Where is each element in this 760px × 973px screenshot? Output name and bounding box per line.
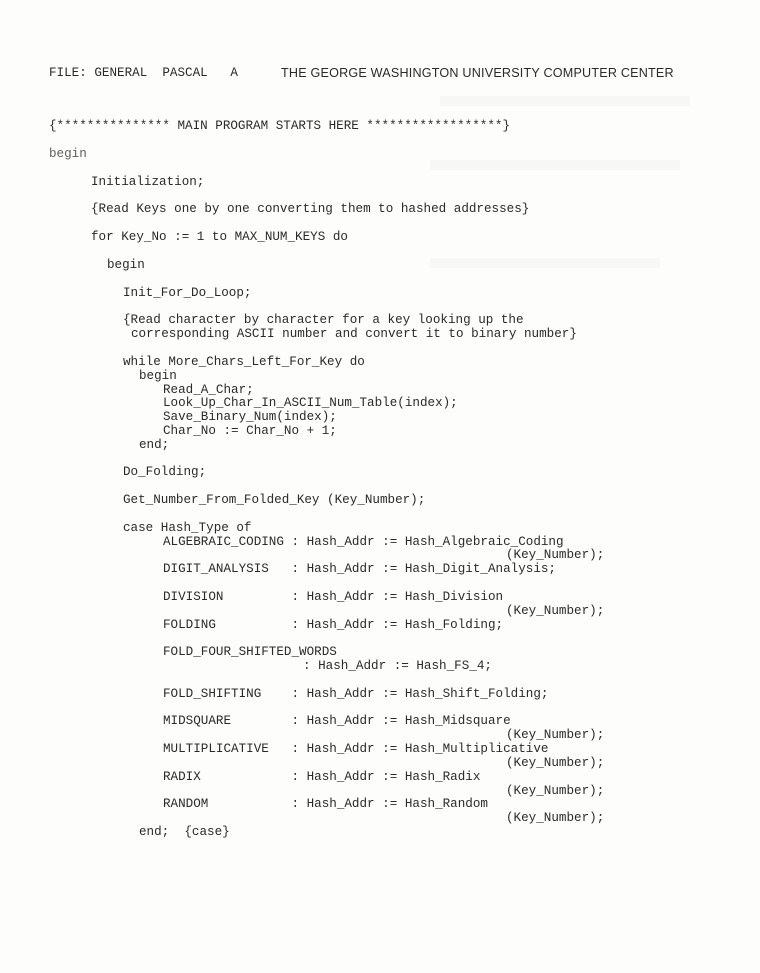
case-item-random-cont: (Key_Number); xyxy=(506,811,605,825)
code-end-case: end; {case} xyxy=(139,825,230,839)
code-save-binary: Save_Binary_Num(index); xyxy=(163,410,337,424)
code-do-folding: Do_Folding; xyxy=(123,465,207,479)
case-item-algebraic-coding-cont: (Key_Number); xyxy=(506,548,605,562)
file-header: FILE: GENERAL PASCAL A xyxy=(49,66,238,80)
code-read-char: Read_A_Char; xyxy=(163,383,254,397)
institution-header: THE GEORGE WASHINGTON UNIVERSITY COMPUTER CENTER xyxy=(281,66,674,80)
code-begin-while: begin xyxy=(139,369,177,383)
case-item-midsquare: MIDSQUARE : Hash_Addr := Hash_Midsquare xyxy=(163,714,511,728)
code-initialization: Initialization; xyxy=(91,175,205,189)
bleed-through-mark xyxy=(440,96,690,106)
code-begin-for: begin xyxy=(107,258,145,272)
case-item-digit-analysis: DIGIT_ANALYSIS : Hash_Addr := Hash_Digit_Analysis; xyxy=(163,562,556,576)
code-case-statement: case Hash_Type of xyxy=(123,521,252,535)
case-item-folding: FOLDING : Hash_Addr := Hash_Folding; xyxy=(163,618,504,632)
case-item-fold-four-shifted-words: FOLD_FOUR_SHIFTED_WORDS xyxy=(163,645,337,659)
case-item-radix-cont: (Key_Number); xyxy=(506,784,605,798)
code-get-number: Get_Number_From_Folded_Key (Key_Number); xyxy=(123,493,426,507)
code-read-comment-line-2: corresponding ASCII number and convert it to binary number} xyxy=(131,327,577,341)
code-char-no: Char_No := Char_No + 1; xyxy=(163,424,337,438)
bleed-through-mark xyxy=(430,258,660,268)
code-init-loop: Init_For_Do_Loop; xyxy=(123,286,252,300)
case-item-multiplicative-cont: (Key_Number); xyxy=(506,756,605,770)
case-item-midsquare-cont: (Key_Number); xyxy=(506,728,605,742)
code-read-comment-line-1: {Read character by character for a key looking up the xyxy=(123,313,524,327)
code-end-while: end; xyxy=(139,438,170,452)
code-while-loop: while More_Chars_Left_For_Key do xyxy=(123,355,365,369)
code-read-keys-comment: {Read Keys one by one converting them to hashed addresses} xyxy=(91,202,530,216)
case-item-fold-shifting: FOLD_SHIFTING : Hash_Addr := Hash_Shift_Folding; xyxy=(163,687,549,701)
case-item-random: RANDOM : Hash_Addr := Hash_Random xyxy=(163,797,488,811)
code-for-loop: for Key_No := 1 to MAX_NUM_KEYS do xyxy=(91,230,348,244)
code-lookup-char: Look_Up_Char_In_ASCII_Num_Table(index); xyxy=(163,396,458,410)
case-item-division-cont: (Key_Number); xyxy=(506,604,605,618)
code-begin-main: begin xyxy=(49,147,87,161)
case-item-division: DIVISION : Hash_Addr := Hash_Division xyxy=(163,590,504,604)
bleed-through-mark xyxy=(430,160,680,170)
case-item-multiplicative: MULTIPLICATIVE : Hash_Addr := Hash_Multiplicative xyxy=(163,742,549,756)
case-item-radix: RADIX : Hash_Addr := Hash_Radix xyxy=(163,770,481,784)
case-item-algebraic-coding: ALGEBRAIC_CODING : Hash_Addr := Hash_Algebraic_Coding xyxy=(163,535,564,549)
main-program-comment: {*************** MAIN PROGRAM STARTS HERE ******************} xyxy=(49,119,511,133)
case-item-fold-four-shifted-words-cont: : Hash_Addr := Hash_FS_4; xyxy=(303,659,492,673)
